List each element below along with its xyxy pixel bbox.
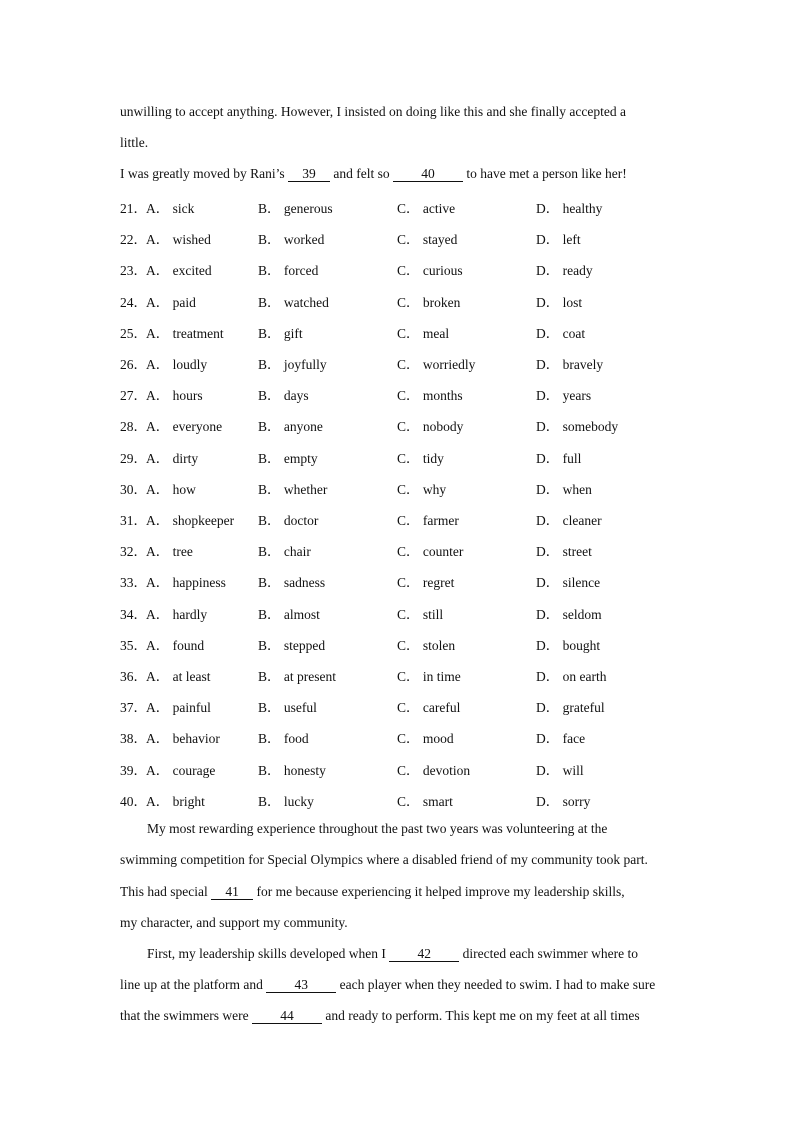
option-c: C． broken bbox=[397, 294, 461, 310]
passage-text: each player when they needed to swim. I had to make sure bbox=[336, 977, 656, 992]
option-c: C． active bbox=[397, 201, 456, 216]
question-number: 21． bbox=[120, 201, 147, 216]
question-number: 40． bbox=[120, 793, 147, 809]
passage-text: line up at the platform and bbox=[120, 977, 267, 992]
option-d: D． silence bbox=[536, 575, 601, 591]
option-b: B． empty bbox=[258, 450, 318, 466]
option-d: D． on earth bbox=[536, 669, 607, 684]
passage-line: My most rewarding experience throughout the past two years was volunteering at the bbox=[147, 821, 608, 836]
option-b: B． stepped bbox=[258, 637, 326, 653]
question-number: 35． bbox=[120, 637, 147, 653]
question-number: 37． bbox=[120, 700, 147, 716]
option-a: A． hours bbox=[146, 388, 203, 404]
option-a: A． tree bbox=[146, 544, 193, 560]
passage-line: swimming competition for Special Olympics where a disabled friend of my community took part. bbox=[120, 852, 648, 867]
option-d: D． will bbox=[536, 762, 584, 778]
option-b: B． watched bbox=[258, 294, 329, 310]
option-d: D． years bbox=[536, 388, 592, 404]
option-a: A． painful bbox=[146, 700, 211, 716]
passage-line bbox=[120, 1008, 640, 1024]
option-d: D． grateful bbox=[536, 700, 605, 716]
option-b: B． sadness bbox=[258, 575, 326, 591]
option-b: B． days bbox=[258, 388, 309, 404]
blank-39: 39 bbox=[288, 167, 330, 182]
option-c: C． worriedly bbox=[397, 357, 476, 372]
option-b: B． anyone bbox=[258, 419, 323, 435]
question-number: 25． bbox=[120, 325, 147, 341]
option-b: B． generous bbox=[258, 201, 333, 216]
passage-text: for me because experiencing it helped improve my leadership skills, bbox=[253, 884, 625, 899]
blank-41: 41 bbox=[211, 885, 253, 900]
option-d: D． healthy bbox=[536, 201, 603, 216]
passage-text: and felt so bbox=[329, 166, 393, 181]
passage-text: First, my leadership skills developed when I bbox=[147, 946, 390, 961]
option-d: D． lost bbox=[536, 294, 583, 310]
option-c: C． nobody bbox=[397, 419, 464, 435]
passage-line: unwilling to accept anything. However, I insisted on doing like this and she finally accepted a bbox=[120, 104, 626, 119]
option-d: D． full bbox=[536, 450, 582, 466]
passage-line bbox=[120, 884, 625, 900]
option-d: D． sorry bbox=[536, 793, 591, 809]
option-b: B． food bbox=[258, 731, 309, 747]
option-c: C． mood bbox=[397, 731, 454, 747]
option-d: D． seldom bbox=[536, 606, 602, 622]
option-a: A． at least bbox=[146, 669, 211, 684]
passage-line bbox=[120, 977, 655, 993]
option-d: D． coat bbox=[536, 325, 586, 341]
option-c: C． tidy bbox=[397, 450, 444, 466]
option-b: B． honesty bbox=[258, 762, 326, 778]
option-a: A． paid bbox=[146, 294, 196, 310]
option-c: C． farmer bbox=[397, 513, 459, 528]
question-number: 39． bbox=[120, 762, 147, 778]
option-c: C． regret bbox=[397, 575, 455, 591]
passage-line bbox=[120, 166, 627, 182]
option-d: D． street bbox=[536, 544, 592, 560]
option-c: C． still bbox=[397, 606, 444, 622]
passage-text: and ready to perform. This kept me on my feet at all times bbox=[321, 1008, 640, 1023]
option-a: A． happiness bbox=[146, 575, 226, 591]
question-number: 31． bbox=[120, 513, 147, 528]
option-a: A． bright bbox=[146, 793, 205, 809]
option-b: B． at present bbox=[258, 669, 336, 684]
option-a: A． behavior bbox=[146, 731, 220, 747]
option-d: D． somebody bbox=[536, 419, 619, 435]
option-c: C． devotion bbox=[397, 762, 471, 778]
passage-line: little. bbox=[120, 135, 149, 150]
option-d: D． bravely bbox=[536, 357, 604, 372]
option-d: D． cleaner bbox=[536, 513, 602, 528]
option-d: D． left bbox=[536, 232, 581, 248]
option-b: B． lucky bbox=[258, 793, 314, 809]
option-c: C． months bbox=[397, 388, 463, 404]
passage-text: I was greatly moved by Rani’s bbox=[120, 166, 288, 181]
blank-43: 43 bbox=[266, 978, 336, 993]
option-b: B． forced bbox=[258, 263, 319, 279]
passage-text: to have met a person like her! bbox=[462, 166, 627, 181]
option-a: A． loudly bbox=[146, 357, 208, 372]
option-a: A． excited bbox=[146, 263, 212, 279]
option-a: A． dirty bbox=[146, 450, 199, 466]
option-a: A． sick bbox=[146, 201, 195, 216]
option-a: A． treatment bbox=[146, 325, 224, 341]
question-number: 38． bbox=[120, 731, 147, 747]
option-c: C． curious bbox=[397, 263, 463, 279]
passage-line bbox=[147, 946, 638, 962]
question-number: 28． bbox=[120, 419, 147, 435]
blank-44: 44 bbox=[252, 1009, 322, 1024]
option-c: C． meal bbox=[397, 325, 450, 341]
option-a: A． hardly bbox=[146, 606, 208, 622]
option-a: A． courage bbox=[146, 762, 216, 778]
option-b: B． whether bbox=[258, 481, 328, 497]
passage-line: my character, and support my community. bbox=[120, 915, 348, 930]
option-b: B． worked bbox=[258, 232, 325, 248]
option-b: B． doctor bbox=[258, 513, 319, 528]
question-number: 33． bbox=[120, 575, 147, 591]
question-number: 23． bbox=[120, 263, 147, 279]
option-d: D． bought bbox=[536, 637, 601, 653]
question-number: 29． bbox=[120, 450, 147, 466]
question-number: 22． bbox=[120, 232, 147, 248]
option-b: B． joyfully bbox=[258, 357, 327, 372]
option-a: A． everyone bbox=[146, 419, 223, 435]
option-c: C． stayed bbox=[397, 232, 458, 248]
option-d: D． ready bbox=[536, 263, 593, 279]
option-a: A． shopkeeper bbox=[146, 513, 235, 528]
option-c: C． why bbox=[397, 481, 447, 497]
option-d: D． when bbox=[536, 481, 592, 497]
blank-42: 42 bbox=[389, 947, 459, 962]
question-number: 30． bbox=[120, 481, 147, 497]
option-c: C． smart bbox=[397, 793, 453, 809]
question-number: 24． bbox=[120, 294, 147, 310]
question-number: 32． bbox=[120, 544, 147, 560]
option-c: C． in time bbox=[397, 669, 461, 684]
question-number: 27． bbox=[120, 388, 147, 404]
option-c: C． stolen bbox=[397, 637, 456, 653]
option-c: C． counter bbox=[397, 544, 464, 560]
option-b: B． useful bbox=[258, 700, 317, 716]
option-c: C． careful bbox=[397, 700, 461, 716]
passage-text: directed each swimmer where to bbox=[459, 946, 639, 961]
question-number: 36． bbox=[120, 669, 147, 684]
option-d: D． face bbox=[536, 731, 586, 747]
option-b: B． almost bbox=[258, 606, 320, 622]
option-b: B． gift bbox=[258, 325, 303, 341]
question-number: 26． bbox=[120, 357, 147, 372]
passage-text: that the swimmers were bbox=[120, 1008, 252, 1023]
option-a: A． wished bbox=[146, 232, 211, 248]
option-b: B． chair bbox=[258, 544, 311, 560]
option-a: A． found bbox=[146, 637, 205, 653]
option-a: A． how bbox=[146, 481, 196, 497]
question-number: 34． bbox=[120, 606, 147, 622]
blank-40: 40 bbox=[393, 167, 463, 182]
passage-text: This had special bbox=[120, 884, 212, 899]
